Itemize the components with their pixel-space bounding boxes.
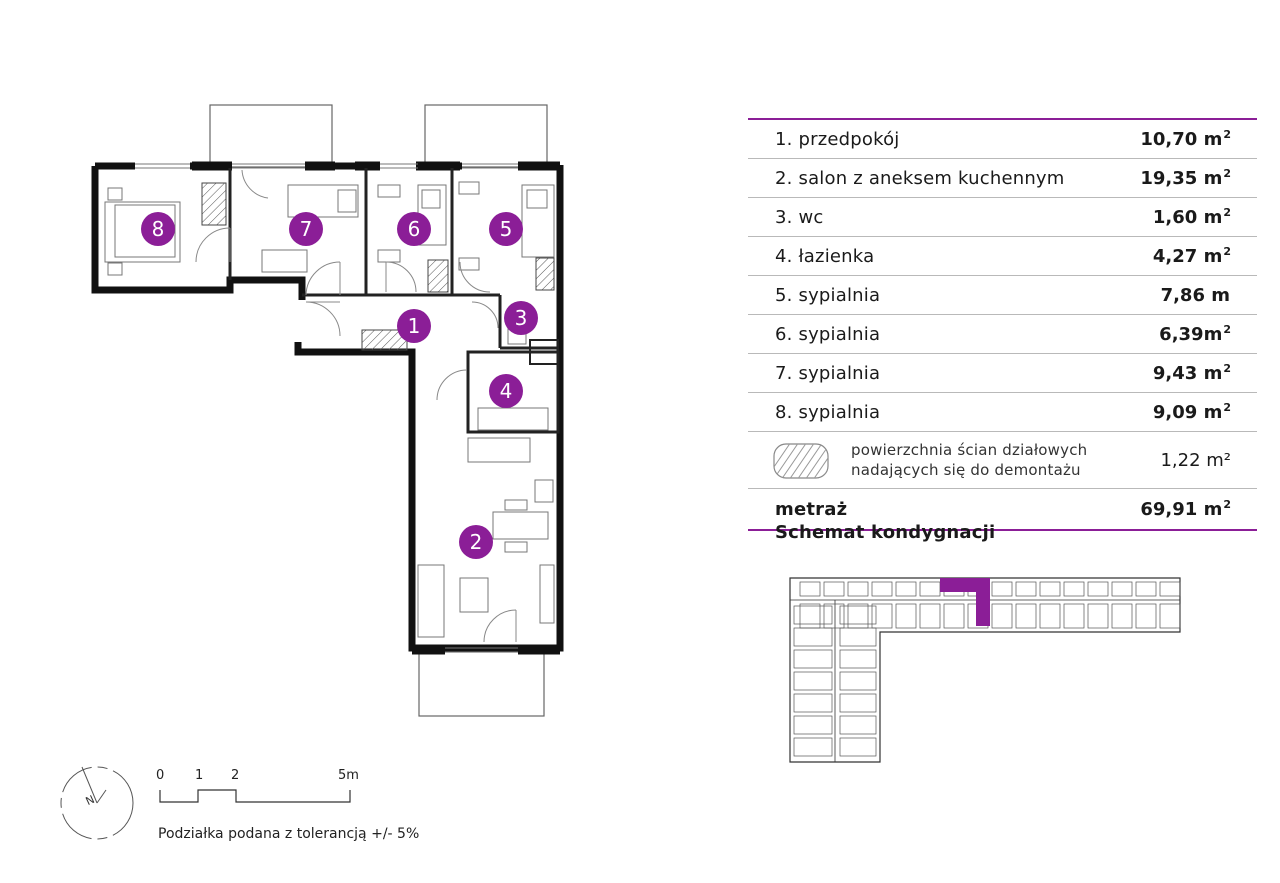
room-area-unit-sup: 2 [1223, 245, 1231, 258]
scale-tick-2: 2 [231, 768, 240, 783]
room-area-number: 6,39m [1159, 324, 1223, 345]
room-area-unit-sup: 2 [1223, 206, 1231, 219]
room-marker-number: 4 [499, 379, 513, 403]
room-area-number: 7,86 m [1160, 285, 1230, 306]
walls-label-line2: nadających się do demontażu [851, 461, 1081, 479]
room-area-number: 19,35 m [1140, 168, 1223, 189]
room-area-unit-sup: 2 [1223, 323, 1231, 336]
total-area-unit-sup: 2 [1223, 498, 1231, 511]
walls-label-line1: powierzchnia ścian działowych [851, 441, 1088, 459]
room-area-number: 10,70 m [1140, 129, 1223, 150]
room-marker-number: 2 [469, 530, 483, 554]
room-name: 4. łazienka [775, 245, 875, 267]
room-area-number: 9,43 m [1152, 363, 1223, 384]
total-area-label: metraż [775, 498, 848, 520]
scale-tick-1: 1 [195, 768, 204, 783]
room-marker-number: 6 [407, 217, 421, 241]
room-area-unit-sup: 2 [1223, 128, 1231, 141]
total-area-number: 69,91 m [1140, 499, 1223, 520]
scale-tick-0: 0 [156, 768, 165, 783]
room-name: 7. sypialnia [775, 362, 881, 384]
room-marker-number: 3 [514, 306, 528, 330]
room-marker-number: 8 [151, 217, 165, 241]
room-area-number: 4,27 m [1152, 246, 1223, 267]
room-marker-number: 1 [407, 314, 421, 338]
room-name: 3. wc [775, 206, 824, 228]
compass-north-label: N [83, 792, 97, 809]
room-area-unit-sup: 2 [1223, 401, 1231, 414]
room-name: 1. przedpokój [775, 128, 900, 150]
removable-walls-area: 1,22 m² [1160, 449, 1231, 471]
compass-icon [61, 767, 133, 839]
room-area-number: 1,60 m [1152, 207, 1223, 228]
room-name: 5. sypialnia [775, 284, 881, 306]
room-name: 2. salon z aneksem kuchennym [775, 167, 1065, 189]
scale-tick-5m: 5m [338, 768, 359, 783]
floor-scheme-title: Schemat kondygnacji [775, 522, 996, 543]
room-marker-number: 5 [499, 217, 513, 241]
scale-tolerance-note: Podziałka podana z tolerancją +/- 5% [158, 826, 420, 842]
room-area-unit-sup: 2 [1223, 167, 1231, 180]
room-area-number: 9,09 m [1152, 402, 1223, 423]
room-name: 8. sypialnia [775, 401, 881, 423]
room-marker-number: 7 [299, 217, 313, 241]
room-name: 6. sypialnia [775, 323, 881, 345]
room-area-unit-sup: 2 [1223, 362, 1231, 375]
